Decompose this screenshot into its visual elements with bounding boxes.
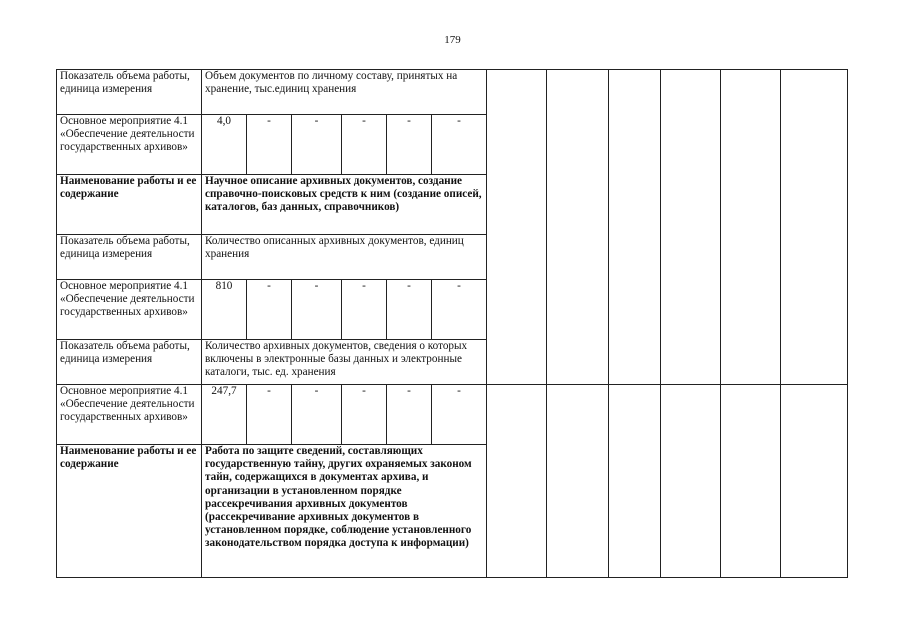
dash-cell: - bbox=[247, 280, 292, 340]
dash-cell: - bbox=[292, 385, 342, 445]
dash-cell: - bbox=[247, 115, 292, 175]
activity-value: 810 bbox=[202, 280, 247, 340]
dash-cell: - bbox=[342, 280, 387, 340]
dash-cell: - bbox=[342, 385, 387, 445]
empty-cell bbox=[781, 385, 848, 578]
main-activity-label: Основное мероприятие 4.1 «Обеспечение деятельности государственных архивов» bbox=[57, 280, 202, 340]
indicator-description: Количество описанных архивных документов, единиц хранения bbox=[202, 235, 487, 280]
dash-cell: - bbox=[387, 280, 432, 340]
dash-cell: - bbox=[292, 115, 342, 175]
dash-cell: - bbox=[292, 280, 342, 340]
activity-value: 4,0 bbox=[202, 115, 247, 175]
dash-cell: - bbox=[342, 115, 387, 175]
work-description: Работа по защите сведений, составляющих государственную тайну, других охраняемых законом тайн, содержащихся в документах архива, и организации в установленном порядке рассекречивания архивных документов (рассекречивание архивных документов в установленном порядке, соблюдение установленного законодательством порядка доступа к информации) bbox=[202, 445, 487, 578]
table-row bbox=[57, 70, 848, 115]
dash-cell: - bbox=[387, 385, 432, 445]
empty-cell bbox=[661, 385, 721, 578]
volume-indicator-label: Показатель объема работы, единица измерения bbox=[57, 235, 202, 280]
dash-cell: - bbox=[432, 385, 487, 445]
empty-cell bbox=[721, 385, 781, 578]
empty-cell bbox=[781, 70, 848, 385]
empty-cell bbox=[609, 385, 661, 578]
indicator-description: Объем документов по личному составу, принятых на хранение, тыс.единиц хранения bbox=[202, 70, 487, 115]
work-name-label: Наименование работы и ее содержание bbox=[57, 175, 202, 235]
volume-indicator-label: Показатель объема работы, единица измерения bbox=[57, 70, 202, 115]
dash-cell: - bbox=[387, 115, 432, 175]
empty-cell bbox=[487, 385, 547, 578]
empty-cell bbox=[547, 385, 609, 578]
table-row bbox=[57, 385, 848, 445]
dash-cell: - bbox=[247, 385, 292, 445]
page-number: 179 bbox=[444, 34, 461, 46]
empty-cell bbox=[721, 70, 781, 385]
empty-cell bbox=[487, 70, 547, 385]
main-activity-label: Основное мероприятие 4.1 «Обеспечение деятельности государственных архивов» bbox=[57, 385, 202, 445]
empty-cell bbox=[661, 70, 721, 385]
main-activity-label: Основное мероприятие 4.1 «Обеспечение деятельности государственных архивов» bbox=[57, 115, 202, 175]
dash-cell: - bbox=[432, 280, 487, 340]
work-name-label: Наименование работы и ее содержание bbox=[57, 445, 202, 578]
indicator-description: Количество архивных документов, сведения о которых включены в электронные базы данных и электронные каталоги, тыс. ед. хранения bbox=[202, 340, 487, 385]
empty-cell bbox=[547, 70, 609, 385]
activity-value: 247,7 bbox=[202, 385, 247, 445]
empty-cell bbox=[609, 70, 661, 385]
dash-cell: - bbox=[432, 115, 487, 175]
work-description: Научное описание архивных документов, создание справочно-поисковых средств к ним (создание описей, каталогов, баз данных, справочников) bbox=[202, 175, 487, 235]
program-table bbox=[56, 69, 848, 578]
volume-indicator-label: Показатель объема работы, единица измерения bbox=[57, 340, 202, 385]
